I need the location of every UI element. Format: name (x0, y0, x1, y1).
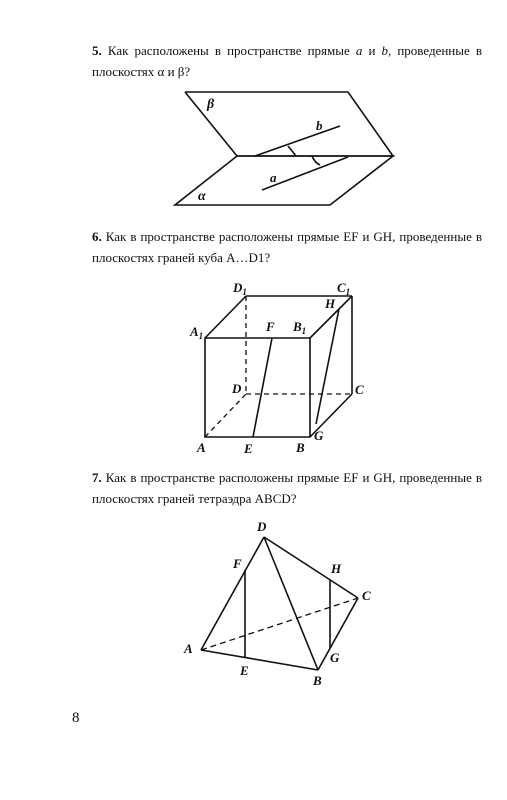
label-A: A (197, 440, 206, 455)
problem-5-var-b: b (381, 43, 388, 58)
label-E: E (240, 663, 249, 678)
problem-5-statement-1: Как расположены в пространстве прямые (107, 43, 356, 58)
label-H: H (331, 561, 342, 576)
problem-5-statement-2: , проведенные в плоскостях α и β? (92, 43, 482, 79)
edge-DA (201, 537, 264, 650)
label-alpha: α (198, 189, 206, 204)
label-a: a (270, 170, 277, 185)
label-G: G (314, 428, 324, 443)
edge-DC (264, 537, 358, 598)
label-G: G (330, 650, 340, 665)
label-C: C (355, 382, 364, 397)
edge-AB (201, 650, 318, 670)
label-E: E (244, 441, 253, 456)
problem-5-var-a: a (355, 43, 363, 58)
label-B1: $B_1$ (293, 319, 307, 336)
page-number: 8 (72, 710, 80, 726)
label-beta: β (207, 97, 215, 112)
label-C1: $C_1$ (337, 280, 351, 297)
problem-6-number: 6. (92, 229, 102, 244)
label-D1: $D_1$ (233, 280, 247, 297)
label-B: B (296, 440, 305, 455)
label-F: F (233, 556, 242, 571)
edge-AC (201, 598, 358, 650)
label-b: b (316, 118, 323, 133)
edge-DB (264, 537, 318, 670)
label-H: H (325, 296, 336, 311)
problem-7-statement: Как в пространстве расположены прямые EF и GH, проведенные в плоскостях граней тетраэдра ABCD? (92, 470, 482, 506)
problem-7-number: 7. (92, 470, 102, 485)
problem-6-statement: Как в пространстве расположены прямые EF и GH, проведенные в плоскостях граней куба A…D1? (92, 229, 482, 265)
label-C: C (362, 588, 371, 603)
label-B: B (313, 673, 322, 688)
label-D: D (232, 381, 242, 396)
label-D: D (257, 519, 267, 534)
problem-5-and: и (362, 43, 382, 58)
label-A: A (184, 641, 193, 656)
problem-5-number: 5. (92, 43, 102, 58)
label-F: F (266, 319, 275, 334)
label-A1: $A_1$ (190, 324, 204, 341)
